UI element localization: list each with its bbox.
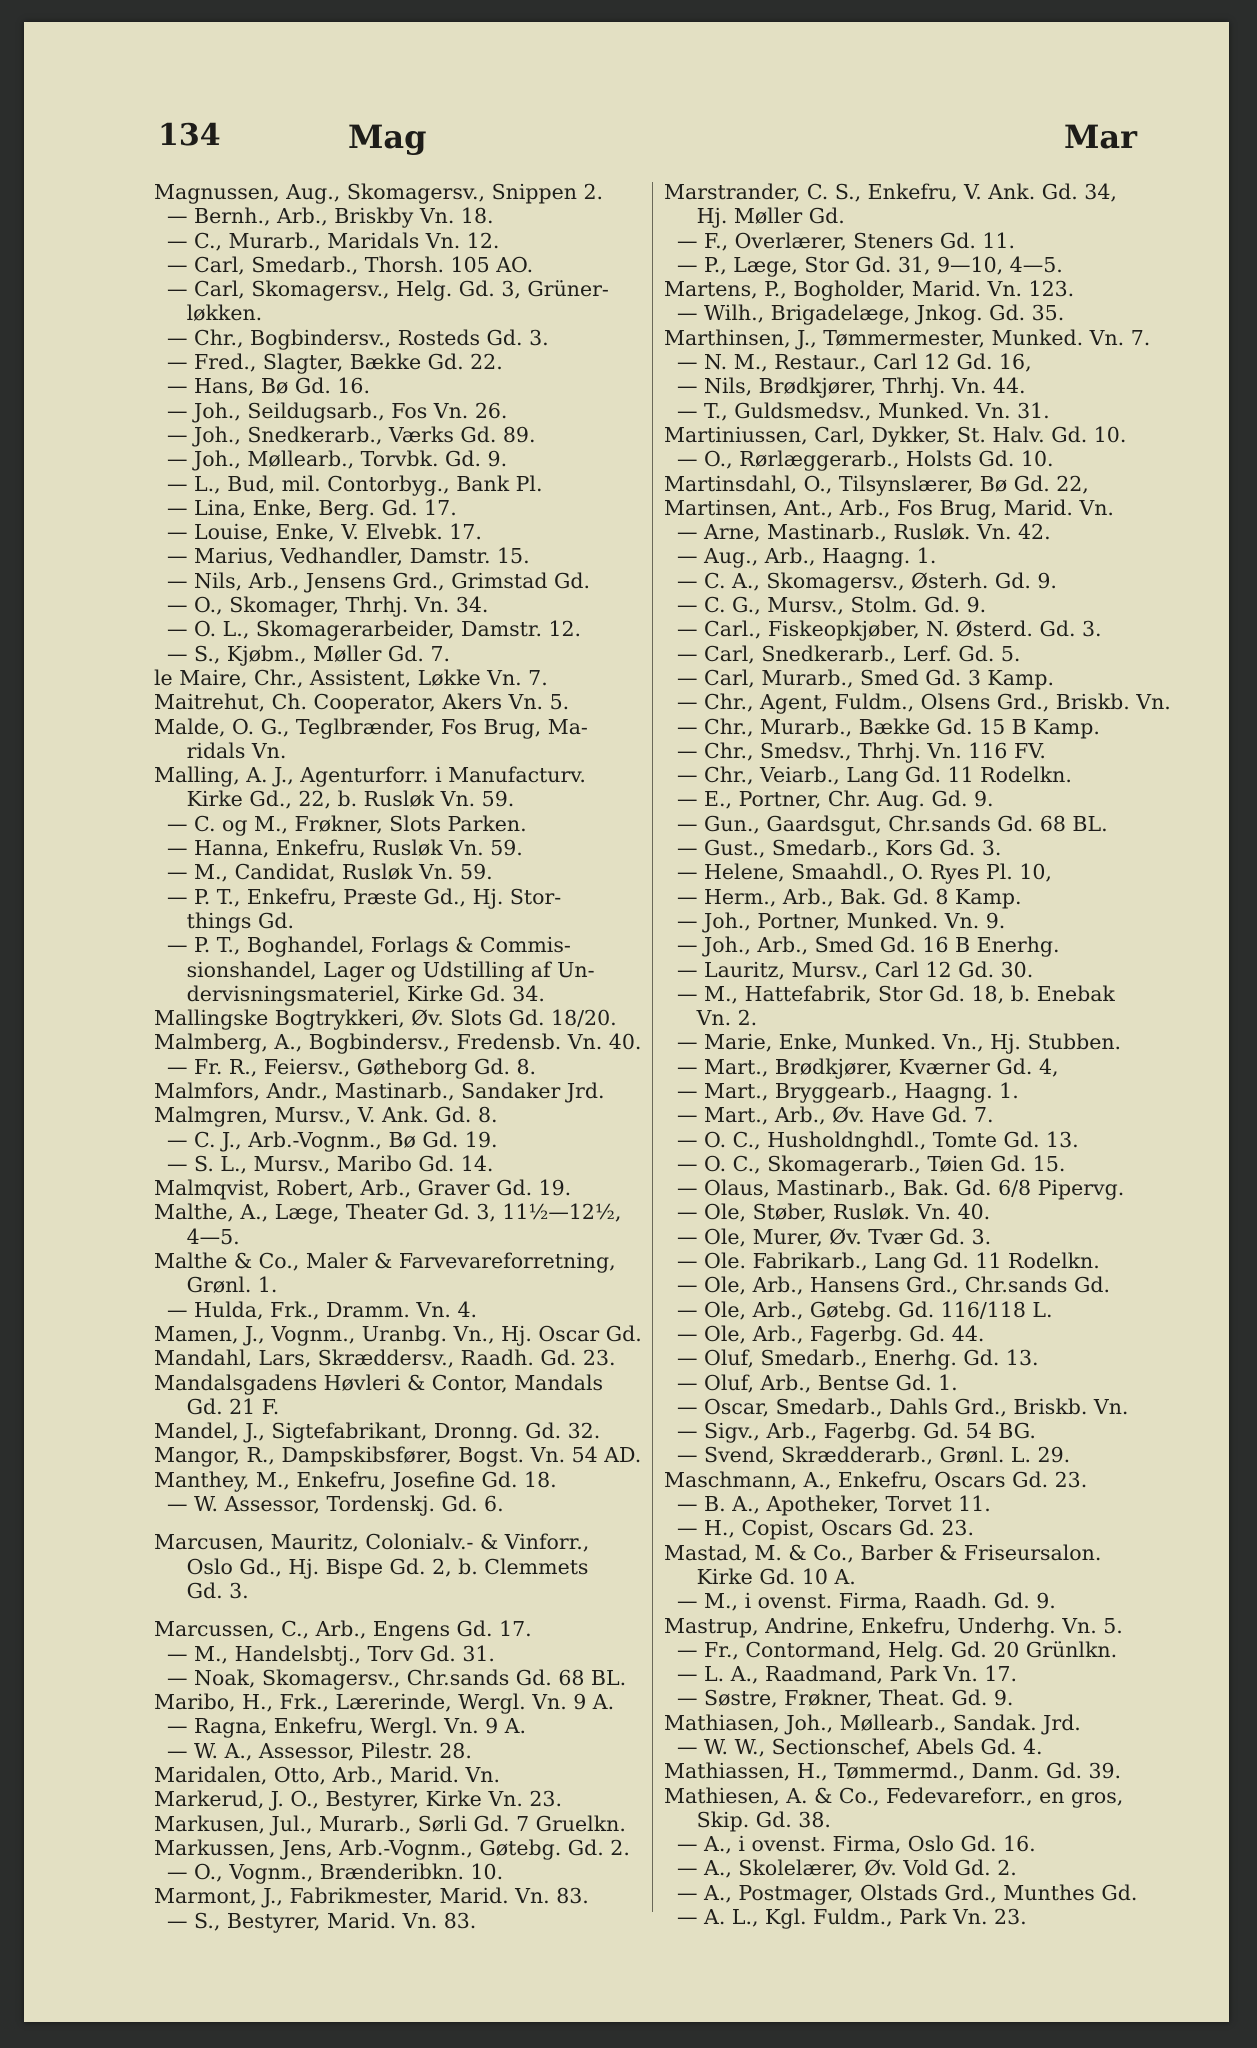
directory-entry: Malthe & Co., Maler & Farvevareforretning, (154, 1249, 616, 1274)
directory-entry: — Ole. Fabrikarb., Lang Gd. 11 Rodelkn. (664, 1249, 1100, 1274)
directory-entry: — Hans, Bø Gd. 16. (154, 374, 370, 399)
directory-entry: — S., Kjøbm., Møller Gd. 7. (154, 641, 451, 666)
directory-entry: — Mart., Brødkjører, Kværner Gd. 4, (664, 1054, 1059, 1079)
directory-entry: — Joh., Møllearb., Torvbk. Gd. 9. (154, 447, 508, 472)
directory-entry: — Chr., Smedsv., Thrhj. Vn. 116 FV. (664, 738, 1046, 763)
directory-entry: Martinsdahl, O., Tilsynslærer, Bø Gd. 22, (664, 471, 1089, 496)
directory-entry: — Fred., Slagter, Bække Gd. 22. (154, 350, 503, 375)
directory-entry: — Ole, Arb., Gøtebg. Gd. 116/118 L. (664, 1297, 1053, 1322)
directory-entry: — O. C., Skomagerarb., Tøien Gd. 15. (664, 1151, 1066, 1176)
directory-entry: — P. T., Enkefru, Præste Gd., Hj. Stor- (154, 884, 562, 909)
directory-entry: — Oluf, Smedarb., Enerhg. Gd. 13. (664, 1346, 1039, 1371)
left-column (154, 180, 644, 1933)
directory-entry: things Gd. (154, 908, 294, 933)
directory-entry: — A., Postmager, Olstads Grd., Munthes Gd. (664, 1880, 1138, 1905)
directory-entry: Maitrehut, Ch. Cooperator, Akers Vn. 5. (154, 690, 570, 715)
directory-entry: — Joh., Portner, Munked. Vn. 9. (664, 908, 1006, 933)
directory-entry: Marstrander, C. S., Enkefru, V. Ank. Gd. 34, (664, 180, 1117, 204)
directory-entry: — Chr., Veiarb., Lang Gd. 11 Rodelkn. (664, 763, 1072, 788)
directory-entry: Mandel, J., Sigtefabrikant, Dronng. Gd. 32. (154, 1419, 601, 1444)
directory-entry: Oslo Gd., Hj. Bispe Gd. 2, b. Clemmets (154, 1554, 589, 1579)
directory-entry: Markussen, Jens, Arb.-Vognm., Gøtebg. Gd. 2. (154, 1835, 630, 1860)
directory-entry: — F., Overlærer, Steners Gd. 11. (664, 228, 1016, 253)
directory-entry: Mathiassen, H., Tømmermd., Danm. Gd. 39. (664, 1759, 1122, 1784)
directory-entry: — Mart., Arb., Øv. Have Gd. 7. (664, 1103, 994, 1128)
directory-entry: — Søstre, Frøkner, Theat. Gd. 9. (664, 1686, 1014, 1711)
directory-entry: — Noak, Skomagersv., Chr.sands Gd. 68 BL. (154, 1665, 627, 1690)
directory-entry: — Olaus, Mastinarb., Bak. Gd. 6/8 Pipervg. (664, 1176, 1125, 1201)
right-column (664, 180, 1184, 1929)
directory-entry: Maribo, H., Frk., Lærerinde, Wergl. Vn. 9 A. (154, 1690, 615, 1715)
directory-entry: Hj. Møller Gd. (664, 204, 845, 229)
directory-entry: — Joh., Seildugsarb., Fos Vn. 26. (154, 398, 508, 423)
directory-entry: — Fr. R., Feiersv., Gøtheborg Gd. 8. (154, 1054, 537, 1079)
directory-entry: sionshandel, Lager og Udstilling af Un- (154, 957, 595, 982)
directory-entry: — Joh., Snedkerarb., Værks Gd. 89. (154, 422, 536, 447)
directory-entry: — T., Guldsmedsv., Munked. Vn. 31. (664, 398, 1050, 423)
left-guide-word: Mag (348, 118, 427, 156)
directory-entry: — C., Murarb., Maridals Vn. 12. (154, 228, 500, 253)
directory-entry: — Louise, Enke, V. Elvebk. 17. (154, 520, 482, 545)
directory-entry: Marmont, J., Fabrikmester, Marid. Vn. 83. (154, 1884, 589, 1909)
directory-entry: Malmberg, A., Bogbindersv., Fredensb. Vn. 40. (154, 1030, 642, 1055)
directory-entry: Grønl. 1. (154, 1273, 278, 1298)
directory-entry: — Marie, Enke, Munked. Vn., Hj. Stubben. (664, 1030, 1122, 1055)
directory-entry: Gd. 3. (154, 1578, 249, 1603)
directory-entry: — Carl, Smedarb., Thorsh. 105 AO. (154, 252, 534, 277)
directory-entry: — Oluf, Arb., Bentse Gd. 1. (664, 1370, 958, 1395)
directory-entry: — M., Hattefabrik, Stor Gd. 18, b. Enebak (664, 981, 1115, 1006)
directory-entry: — Fr., Contormand, Helg. Gd. 20 Grünlkn. (664, 1637, 1118, 1662)
directory-entry: — P. T., Boghandel, Forlags & Commis- (154, 933, 571, 958)
directory-entry: — O., Skomager, Thrhj. Vn. 34. (154, 593, 489, 618)
directory-entry: — Ole, Arb., Fagerbg. Gd. 44. (664, 1321, 985, 1346)
directory-entry: løkken. (154, 301, 263, 326)
directory-entry: Marcussen, C., Arb., Engens Gd. 17. (154, 1617, 532, 1642)
directory-entry: — Nils, Brødkjører, Thrhj. Vn. 44. (664, 374, 1026, 399)
directory-entry: Marcusen, Mauritz, Colonialv.- & Vinforr., (154, 1530, 590, 1555)
directory-entry: — Ole, Murer, Øv. Tvær Gd. 3. (664, 1224, 992, 1249)
directory-entry: Maschmann, A., Enkefru, Oscars Gd. 23. (664, 1467, 1088, 1492)
directory-entry: — Chr., Murarb., Bække Gd. 15 B Kamp. (664, 714, 1100, 739)
directory-entry: — Mart., Bryggearb., Haagng. 1. (664, 1078, 1019, 1103)
directory-entry: — Hanna, Enkefru, Rusløk Vn. 59. (154, 836, 523, 861)
directory-entry: — N. M., Restaur., Carl 12 Gd. 16, (664, 350, 1032, 375)
directory-entry: — C. og M., Frøkner, Slots Parken. (154, 811, 527, 836)
directory-entry: Mangor, R., Dampskibsfører, Bogst. Vn. 54 AD. (154, 1443, 642, 1468)
directory-entry: — Oscar, Smedarb., Dahls Grd., Briskb. Vn. (664, 1394, 1129, 1419)
directory-entry: — E., Portner, Chr. Aug. Gd. 9. (664, 787, 994, 812)
directory-entry: Gd. 21 F. (154, 1394, 280, 1419)
directory-entry: Martens, P., Bogholder, Marid. Vn. 123. (664, 277, 1075, 302)
directory-entry: — Hulda, Frk., Dramm. Vn. 4. (154, 1297, 478, 1322)
directory-entry: dervisningsmateriel, Kirke Gd. 34. (154, 981, 545, 1006)
directory-entry: Malling, A. J., Agenturforr. i Manufacturv. (154, 763, 586, 788)
directory-entry: — C. G., Mursv., Stolm. Gd. 9. (664, 593, 987, 618)
directory-entry: Mastad, M. & Co., Barber & Friseursalon. (664, 1540, 1102, 1565)
directory-entry: — S. L., Mursv., Maribo Gd. 14. (154, 1151, 494, 1176)
directory-entry: Martiniussen, Carl, Dykker, St. Halv. Gd. 10. (664, 422, 1127, 447)
directory-entry: — P., Læge, Stor Gd. 31, 9—10, 4—5. (664, 252, 1063, 277)
directory-entry: Mathiesen, A. & Co., Fedevareforr., en gros, (664, 1783, 1124, 1808)
directory-entry: — H., Copist, Oscars Gd. 23. (664, 1516, 974, 1541)
directory-entry: — W. A., Assessor, Pilestr. 28. (154, 1738, 472, 1763)
directory-entry: — Joh., Arb., Smed Gd. 16 B Enerhg. (664, 933, 1060, 958)
column-divider (652, 182, 653, 1912)
directory-entry: — Marius, Vedhandler, Damstr. 15. (154, 544, 530, 569)
page-number: 134 (158, 118, 221, 153)
directory-entry: le Maire, Chr., Assistent, Løkke Vn. 7. (154, 665, 548, 690)
directory-entry: Malde, O. G., Teglbrænder, Fos Brug, Ma- (154, 714, 588, 739)
directory-entry: — Lina, Enke, Berg. Gd. 17. (154, 495, 457, 520)
directory-entry: Mastrup, Andrine, Enkefru, Underhg. Vn. 5. (664, 1613, 1123, 1638)
directory-entry: Kirke Gd., 22, b. Rusløk Vn. 59. (154, 787, 515, 812)
directory-entry: — Carl, Skomagersv., Helg. Gd. 3, Grüner- (154, 277, 609, 302)
entry-gap (154, 1603, 644, 1617)
directory-entry: Mathiasen, Joh., Møllearb., Sandak. Jrd. (664, 1710, 1081, 1735)
directory-entry: — Gun., Gaardsgut, Chr.sands Gd. 68 BL. (664, 811, 1108, 836)
directory-entry: Markusen, Jul., Murarb., Sørli Gd. 7 Gruelkn. (154, 1811, 626, 1836)
directory-entry: — B. A., Apotheker, Torvet 11. (664, 1492, 991, 1517)
directory-entry: Mandahl, Lars, Skræddersv., Raadh. Gd. 23. (154, 1346, 616, 1371)
directory-entry: ridals Vn. (154, 738, 287, 763)
directory-entry: — Svend, Skrædderarb., Grønl. L. 29. (664, 1443, 1071, 1468)
directory-entry: Skip. Gd. 38. (664, 1807, 831, 1832)
directory-entry: — Carl, Murarb., Smed Gd. 3 Kamp. (664, 665, 1054, 690)
directory-entry: — Herm., Arb., Bak. Gd. 8 Kamp. (664, 884, 1022, 909)
directory-entry: — W. W., Sectionschef, Abels Gd. 4. (664, 1735, 1043, 1759)
directory-entry: — Bernh., Arb., Briskby Vn. 18. (154, 204, 494, 229)
directory-page (24, 22, 1229, 2022)
directory-entry: — L., Bud, mil. Contorbyg., Bank Pl. (154, 471, 543, 496)
directory-entry: — Ole, Støber, Rusløk. Vn. 40. (664, 1200, 991, 1225)
directory-entry: Malmgren, Mursv., V. Ank. Gd. 8. (154, 1103, 498, 1128)
directory-entry: — M., Handelsbtj., Torv Gd. 31. (154, 1641, 495, 1666)
directory-entry: Marthinsen, J., Tømmermester, Munked. Vn. 7. (664, 325, 1151, 350)
directory-entry: — O. L., Skomagerarbeider, Damstr. 12. (154, 617, 582, 642)
directory-entry: — A. L., Kgl. Fuldm., Park Vn. 23. (664, 1905, 1027, 1930)
directory-entry: Kirke Gd. 10 A. (664, 1564, 856, 1589)
directory-entry: — L. A., Raadmand, Park Vn. 17. (664, 1662, 1018, 1687)
directory-entry: Mamen, J., Vognm., Uranbg. Vn., Hj. Oscar Gd. (154, 1321, 642, 1346)
directory-entry: — W. Assessor, Tordenskj. Gd. 6. (154, 1492, 504, 1517)
directory-entry: — Arne, Mastinarb., Rusløk. Vn. 42. (664, 520, 1051, 545)
directory-entry: Magnussen, Aug., Skomagersv., Snippen 2. (154, 180, 604, 204)
directory-entry: — Wilh., Brigadelæge, Jnkog. Gd. 35. (664, 301, 1065, 326)
directory-entry: — A., Skolelærer, Øv. Vold Gd. 2. (664, 1856, 1017, 1881)
directory-entry: Mandalsgadens Høvleri & Contor, Mandals (154, 1370, 604, 1395)
directory-entry: Malmfors, Andr., Mastinarb., Sandaker Jrd. (154, 1078, 605, 1103)
directory-entry: — Chr., Agent, Fuldm., Olsens Grd., Briskb. Vn. (664, 690, 1171, 715)
directory-entry: — Helene, Smaahdl., O. Ryes Pl. 10, (664, 860, 1052, 885)
directory-entry: Malmqvist, Robert, Arb., Graver Gd. 19. (154, 1176, 572, 1201)
directory-entry: — Chr., Bogbindersv., Rosteds Gd. 3. (154, 325, 549, 350)
directory-entry: — Ole, Arb., Hansens Grd., Chr.sands Gd. (664, 1273, 1110, 1298)
directory-entry: — Sigv., Arb., Fagerbg. Gd. 54 BG. (664, 1419, 1036, 1444)
directory-entry: — S., Bestyrer, Marid. Vn. 83. (154, 1908, 477, 1933)
directory-entry: — Carl., Fiskeopkjøber, N. Østerd. Gd. 3. (664, 617, 1102, 642)
directory-entry: Mallingske Bogtrykkeri, Øv. Slots Gd. 18/20. (154, 1006, 617, 1031)
directory-entry: Vn. 2. (664, 1006, 758, 1031)
directory-entry: — M., Candidat, Rusløk Vn. 59. (154, 860, 493, 885)
directory-entry: — Lauritz, Mursv., Carl 12 Gd. 30. (664, 957, 1034, 982)
directory-entry: Malthe, A., Læge, Theater Gd. 3, 11½—12½, (154, 1200, 622, 1225)
directory-entry: — Ragna, Enkefru, Wergl. Vn. 9 A. (154, 1714, 527, 1739)
directory-entry: Martinsen, Ant., Arb., Fos Brug, Marid. Vn. (664, 495, 1114, 520)
directory-entry: Maridalen, Otto, Arb., Marid. Vn. (154, 1763, 501, 1787)
directory-entry: — Gust., Smedarb., Kors Gd. 3. (664, 836, 1002, 861)
directory-entry: — O., Vognm., Brænderibkn. 10. (154, 1860, 504, 1885)
entry-gap (154, 1516, 644, 1530)
directory-entry: — A., i ovenst. Firma, Oslo Gd. 16. (664, 1832, 1036, 1857)
page-header (128, 100, 1177, 156)
directory-entry: — Aug., Arb., Haagng. 1. (664, 544, 937, 569)
directory-entry: Manthey, M., Enkefru, Josefine Gd. 18. (154, 1467, 557, 1492)
directory-entry: — M., i ovenst. Firma, Raadh. Gd. 9. (664, 1589, 1056, 1614)
directory-entry: 4—5. (154, 1224, 240, 1249)
directory-entry: — Nils, Arb., Jensens Grd., Grimstad Gd. (154, 568, 591, 593)
directory-entry: — O. C., Husholdnghdl., Tomte Gd. 13. (664, 1127, 1079, 1152)
directory-entry: Markerud, J. O., Bestyrer, Kirke Vn. 23. (154, 1787, 562, 1812)
directory-entry: — Carl, Snedkerarb., Lerf. Gd. 5. (664, 641, 1021, 666)
directory-entry: — C. A., Skomagersv., Østerh. Gd. 9. (664, 568, 1057, 593)
right-guide-word: Mar (1063, 118, 1137, 156)
directory-entry: — C. J., Arb.-Vognm., Bø Gd. 19. (154, 1127, 498, 1152)
directory-entry: — O., Rørlæggerarb., Holsts Gd. 10. (664, 447, 1054, 472)
